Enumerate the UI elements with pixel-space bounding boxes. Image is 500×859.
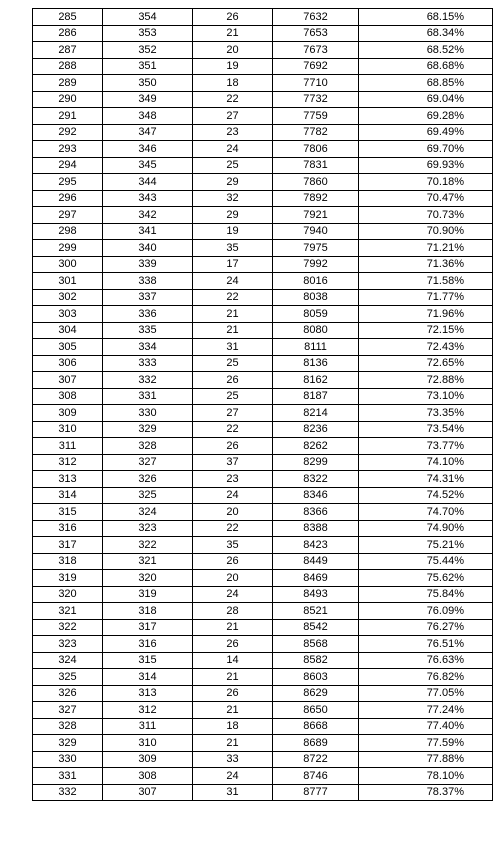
count-cell: 21 <box>193 702 273 719</box>
score-cell: 326 <box>103 471 193 488</box>
table-row <box>33 124 493 141</box>
score-cell: 327 <box>103 454 193 471</box>
cumulative-count-cell: 7673 <box>273 42 359 59</box>
rank-cell: 322 <box>33 619 103 636</box>
count-cell: 21 <box>193 735 273 752</box>
count-cell: 21 <box>193 306 273 323</box>
count-cell: 21 <box>193 669 273 686</box>
rank-cell: 312 <box>33 454 103 471</box>
table-row <box>33 619 493 636</box>
cumulative-percent-cell: 71.58% <box>359 273 493 290</box>
count-cell: 31 <box>193 339 273 356</box>
count-cell: 28 <box>193 603 273 620</box>
rank-cell: 296 <box>33 190 103 207</box>
score-cell: 323 <box>103 520 193 537</box>
rank-cell: 313 <box>33 471 103 488</box>
table-row <box>33 405 493 422</box>
cumulative-count-cell: 8366 <box>273 504 359 521</box>
score-cell: 347 <box>103 124 193 141</box>
cumulative-percent-cell: 68.52% <box>359 42 493 59</box>
count-cell: 20 <box>193 504 273 521</box>
count-cell: 20 <box>193 42 273 59</box>
count-cell: 18 <box>193 718 273 735</box>
rank-cell: 294 <box>33 157 103 174</box>
cumulative-count-cell: 8568 <box>273 636 359 653</box>
cumulative-count-cell: 7860 <box>273 174 359 191</box>
cumulative-percent-cell: 75.84% <box>359 586 493 603</box>
score-cell: 319 <box>103 586 193 603</box>
score-cell: 325 <box>103 487 193 504</box>
rank-cell: 328 <box>33 718 103 735</box>
count-cell: 24 <box>193 586 273 603</box>
table-row <box>33 256 493 273</box>
cumulative-percent-cell: 73.10% <box>359 388 493 405</box>
cumulative-percent-cell: 76.51% <box>359 636 493 653</box>
score-cell: 354 <box>103 9 193 26</box>
rank-cell: 311 <box>33 438 103 455</box>
table-row <box>33 735 493 752</box>
score-cell: 321 <box>103 553 193 570</box>
table-row <box>33 91 493 108</box>
cumulative-count-cell: 8689 <box>273 735 359 752</box>
cumulative-percent-cell: 69.49% <box>359 124 493 141</box>
table-row <box>33 289 493 306</box>
cumulative-count-cell: 8322 <box>273 471 359 488</box>
rank-cell: 315 <box>33 504 103 521</box>
score-cell: 344 <box>103 174 193 191</box>
rank-cell: 323 <box>33 636 103 653</box>
cumulative-percent-cell: 69.04% <box>359 91 493 108</box>
cumulative-percent-cell: 72.88% <box>359 372 493 389</box>
rank-cell: 299 <box>33 240 103 257</box>
count-cell: 26 <box>193 553 273 570</box>
score-cell: 342 <box>103 207 193 224</box>
count-cell: 25 <box>193 355 273 372</box>
table-row <box>33 174 493 191</box>
cumulative-percent-cell: 76.82% <box>359 669 493 686</box>
count-cell: 24 <box>193 273 273 290</box>
score-cell: 346 <box>103 141 193 158</box>
cumulative-count-cell: 8629 <box>273 685 359 702</box>
score-cell: 315 <box>103 652 193 669</box>
count-cell: 24 <box>193 487 273 504</box>
count-cell: 14 <box>193 652 273 669</box>
rank-cell: 289 <box>33 75 103 92</box>
cumulative-percent-cell: 71.36% <box>359 256 493 273</box>
rank-cell: 292 <box>33 124 103 141</box>
count-cell: 23 <box>193 124 273 141</box>
score-cell: 312 <box>103 702 193 719</box>
score-cell: 338 <box>103 273 193 290</box>
score-cell: 340 <box>103 240 193 257</box>
rank-cell: 303 <box>33 306 103 323</box>
count-cell: 32 <box>193 190 273 207</box>
table-row <box>33 718 493 735</box>
cumulative-count-cell: 8449 <box>273 553 359 570</box>
table-row <box>33 75 493 92</box>
cumulative-percent-cell: 73.35% <box>359 405 493 422</box>
table-row <box>33 240 493 257</box>
rank-cell: 285 <box>33 9 103 26</box>
cumulative-percent-cell: 72.43% <box>359 339 493 356</box>
score-cell: 335 <box>103 322 193 339</box>
table-row <box>33 58 493 75</box>
cumulative-percent-cell: 78.10% <box>359 768 493 785</box>
table-row <box>33 454 493 471</box>
cumulative-percent-cell: 73.77% <box>359 438 493 455</box>
score-cell: 343 <box>103 190 193 207</box>
table-row <box>33 685 493 702</box>
cumulative-percent-cell: 68.15% <box>359 9 493 26</box>
table-row <box>33 306 493 323</box>
count-cell: 25 <box>193 157 273 174</box>
table-row <box>33 553 493 570</box>
cumulative-percent-cell: 70.47% <box>359 190 493 207</box>
rank-cell: 306 <box>33 355 103 372</box>
count-cell: 19 <box>193 223 273 240</box>
rank-cell: 330 <box>33 751 103 768</box>
cumulative-count-cell: 8469 <box>273 570 359 587</box>
rank-cell: 327 <box>33 702 103 719</box>
table-row <box>33 586 493 603</box>
cumulative-percent-cell: 77.40% <box>359 718 493 735</box>
cumulative-count-cell: 8214 <box>273 405 359 422</box>
table-row <box>33 784 493 801</box>
cumulative-percent-cell: 76.09% <box>359 603 493 620</box>
cumulative-percent-cell: 70.90% <box>359 223 493 240</box>
table-row <box>33 339 493 356</box>
cumulative-count-cell: 8668 <box>273 718 359 735</box>
rank-cell: 293 <box>33 141 103 158</box>
cumulative-percent-cell: 69.70% <box>359 141 493 158</box>
cumulative-count-cell: 8722 <box>273 751 359 768</box>
count-cell: 22 <box>193 289 273 306</box>
table-row <box>33 652 493 669</box>
score-cell: 309 <box>103 751 193 768</box>
rank-cell: 317 <box>33 537 103 554</box>
table-row <box>33 108 493 125</box>
count-cell: 33 <box>193 751 273 768</box>
cumulative-count-cell: 8059 <box>273 306 359 323</box>
cumulative-count-cell: 7806 <box>273 141 359 158</box>
cumulative-percent-cell: 72.65% <box>359 355 493 372</box>
table-row <box>33 471 493 488</box>
cumulative-percent-cell: 77.05% <box>359 685 493 702</box>
cumulative-count-cell: 8162 <box>273 372 359 389</box>
table-row <box>33 751 493 768</box>
cumulative-percent-cell: 76.63% <box>359 652 493 669</box>
rank-cell: 314 <box>33 487 103 504</box>
cumulative-count-cell: 7892 <box>273 190 359 207</box>
cumulative-percent-cell: 68.34% <box>359 25 493 42</box>
rank-cell: 316 <box>33 520 103 537</box>
score-cell: 341 <box>103 223 193 240</box>
score-cell: 324 <box>103 504 193 521</box>
cumulative-count-cell: 8388 <box>273 520 359 537</box>
score-cell: 332 <box>103 372 193 389</box>
rank-cell: 307 <box>33 372 103 389</box>
count-cell: 24 <box>193 768 273 785</box>
count-cell: 22 <box>193 91 273 108</box>
score-cell: 339 <box>103 256 193 273</box>
cumulative-count-cell: 7921 <box>273 207 359 224</box>
table-row <box>33 322 493 339</box>
score-cell: 348 <box>103 108 193 125</box>
cumulative-count-cell: 8521 <box>273 603 359 620</box>
rank-cell: 301 <box>33 273 103 290</box>
cumulative-count-cell: 8650 <box>273 702 359 719</box>
cumulative-count-cell: 8777 <box>273 784 359 801</box>
count-cell: 26 <box>193 636 273 653</box>
rank-cell: 329 <box>33 735 103 752</box>
table-row <box>33 520 493 537</box>
count-cell: 29 <box>193 174 273 191</box>
cumulative-count-cell: 7940 <box>273 223 359 240</box>
score-table-sheet <box>32 8 493 801</box>
cumulative-count-cell: 8423 <box>273 537 359 554</box>
cumulative-percent-cell: 69.28% <box>359 108 493 125</box>
cumulative-percent-cell: 72.15% <box>359 322 493 339</box>
score-cell: 316 <box>103 636 193 653</box>
cumulative-percent-cell: 74.10% <box>359 454 493 471</box>
score-cell: 333 <box>103 355 193 372</box>
cumulative-count-cell: 7831 <box>273 157 359 174</box>
rank-cell: 326 <box>33 685 103 702</box>
cumulative-percent-cell: 74.70% <box>359 504 493 521</box>
score-cell: 349 <box>103 91 193 108</box>
score-cell: 308 <box>103 768 193 785</box>
score-cell: 329 <box>103 421 193 438</box>
rank-cell: 302 <box>33 289 103 306</box>
table-row <box>33 388 493 405</box>
score-cell: 330 <box>103 405 193 422</box>
rank-cell: 318 <box>33 553 103 570</box>
table-row <box>33 702 493 719</box>
table-row <box>33 25 493 42</box>
rank-cell: 286 <box>33 25 103 42</box>
score-cell: 320 <box>103 570 193 587</box>
rank-cell: 321 <box>33 603 103 620</box>
cumulative-percent-cell: 74.90% <box>359 520 493 537</box>
cumulative-percent-cell: 75.62% <box>359 570 493 587</box>
count-cell: 21 <box>193 322 273 339</box>
count-cell: 23 <box>193 471 273 488</box>
cumulative-count-cell: 7632 <box>273 9 359 26</box>
rank-cell: 297 <box>33 207 103 224</box>
cumulative-count-cell: 8746 <box>273 768 359 785</box>
cumulative-count-cell: 8236 <box>273 421 359 438</box>
score-cell: 311 <box>103 718 193 735</box>
cumulative-percent-cell: 71.77% <box>359 289 493 306</box>
cumulative-percent-cell: 77.24% <box>359 702 493 719</box>
table-row <box>33 190 493 207</box>
score-cell: 310 <box>103 735 193 752</box>
cumulative-count-cell: 8346 <box>273 487 359 504</box>
score-cell: 350 <box>103 75 193 92</box>
rank-cell: 319 <box>33 570 103 587</box>
cumulative-percent-cell: 68.68% <box>359 58 493 75</box>
count-cell: 19 <box>193 58 273 75</box>
count-cell: 25 <box>193 388 273 405</box>
cumulative-count-cell: 7782 <box>273 124 359 141</box>
count-cell: 20 <box>193 570 273 587</box>
rank-cell: 291 <box>33 108 103 125</box>
score-cell: 353 <box>103 25 193 42</box>
cumulative-percent-cell: 74.31% <box>359 471 493 488</box>
rank-cell: 309 <box>33 405 103 422</box>
rank-cell: 332 <box>33 784 103 801</box>
score-cell: 352 <box>103 42 193 59</box>
cumulative-percent-cell: 76.27% <box>359 619 493 636</box>
cumulative-count-cell: 8111 <box>273 339 359 356</box>
count-cell: 35 <box>193 240 273 257</box>
rank-cell: 324 <box>33 652 103 669</box>
score-cell: 331 <box>103 388 193 405</box>
count-cell: 27 <box>193 405 273 422</box>
score-cell: 337 <box>103 289 193 306</box>
count-cell: 37 <box>193 454 273 471</box>
table-row <box>33 768 493 785</box>
rank-cell: 325 <box>33 669 103 686</box>
cumulative-count-cell: 8582 <box>273 652 359 669</box>
rank-cell: 290 <box>33 91 103 108</box>
cumulative-percent-cell: 77.88% <box>359 751 493 768</box>
cumulative-count-cell: 7692 <box>273 58 359 75</box>
table-body <box>33 9 493 801</box>
count-cell: 22 <box>193 520 273 537</box>
score-cell: 351 <box>103 58 193 75</box>
rank-cell: 331 <box>33 768 103 785</box>
rank-cell: 304 <box>33 322 103 339</box>
score-cell: 336 <box>103 306 193 323</box>
cumulative-count-cell: 8136 <box>273 355 359 372</box>
table-row <box>33 372 493 389</box>
cumulative-percent-cell: 74.52% <box>359 487 493 504</box>
table-row <box>33 42 493 59</box>
cumulative-count-cell: 8262 <box>273 438 359 455</box>
cumulative-count-cell: 8187 <box>273 388 359 405</box>
table-row <box>33 157 493 174</box>
count-cell: 18 <box>193 75 273 92</box>
cumulative-percent-cell: 71.21% <box>359 240 493 257</box>
count-cell: 27 <box>193 108 273 125</box>
count-cell: 21 <box>193 619 273 636</box>
cumulative-percent-cell: 70.18% <box>359 174 493 191</box>
score-cell: 317 <box>103 619 193 636</box>
count-cell: 26 <box>193 685 273 702</box>
cumulative-count-cell: 7759 <box>273 108 359 125</box>
score-cell: 322 <box>103 537 193 554</box>
rank-cell: 300 <box>33 256 103 273</box>
count-cell: 35 <box>193 537 273 554</box>
cumulative-count-cell: 8038 <box>273 289 359 306</box>
table-row <box>33 355 493 372</box>
table-row <box>33 570 493 587</box>
score-cell: 313 <box>103 685 193 702</box>
score-cell: 334 <box>103 339 193 356</box>
table-row <box>33 603 493 620</box>
rank-cell: 298 <box>33 223 103 240</box>
table-row <box>33 669 493 686</box>
rank-cell: 288 <box>33 58 103 75</box>
cumulative-percent-cell: 75.44% <box>359 553 493 570</box>
rank-cell: 320 <box>33 586 103 603</box>
cumulative-percent-cell: 69.93% <box>359 157 493 174</box>
cumulative-count-cell: 8542 <box>273 619 359 636</box>
count-cell: 21 <box>193 25 273 42</box>
table-row <box>33 421 493 438</box>
cumulative-count-cell: 7710 <box>273 75 359 92</box>
rank-cell: 305 <box>33 339 103 356</box>
cumulative-percent-cell: 71.96% <box>359 306 493 323</box>
count-cell: 24 <box>193 141 273 158</box>
cumulative-count-cell: 8493 <box>273 586 359 603</box>
table-row <box>33 223 493 240</box>
table-row <box>33 273 493 290</box>
table-row <box>33 537 493 554</box>
cumulative-count-cell: 8603 <box>273 669 359 686</box>
cumulative-percent-cell: 68.85% <box>359 75 493 92</box>
count-cell: 26 <box>193 372 273 389</box>
cumulative-count-cell: 7732 <box>273 91 359 108</box>
cumulative-percent-cell: 77.59% <box>359 735 493 752</box>
count-cell: 22 <box>193 421 273 438</box>
cumulative-count-cell: 8299 <box>273 454 359 471</box>
rank-cell: 295 <box>33 174 103 191</box>
cumulative-percent-cell: 75.21% <box>359 537 493 554</box>
score-cell: 314 <box>103 669 193 686</box>
score-cell: 328 <box>103 438 193 455</box>
score-cell: 318 <box>103 603 193 620</box>
rank-cell: 308 <box>33 388 103 405</box>
cumulative-percent-cell: 78.37% <box>359 784 493 801</box>
count-cell: 31 <box>193 784 273 801</box>
rank-cell: 310 <box>33 421 103 438</box>
cumulative-count-cell: 7992 <box>273 256 359 273</box>
cumulative-count-cell: 7653 <box>273 25 359 42</box>
table-row <box>33 9 493 26</box>
table-row <box>33 504 493 521</box>
cumulative-count-cell: 8016 <box>273 273 359 290</box>
cumulative-percent-cell: 70.73% <box>359 207 493 224</box>
score-cell: 307 <box>103 784 193 801</box>
score-distribution-table <box>32 8 493 801</box>
table-row <box>33 487 493 504</box>
table-row <box>33 141 493 158</box>
table-row <box>33 438 493 455</box>
table-row <box>33 207 493 224</box>
cumulative-count-cell: 8080 <box>273 322 359 339</box>
table-row <box>33 636 493 653</box>
cumulative-count-cell: 7975 <box>273 240 359 257</box>
count-cell: 26 <box>193 438 273 455</box>
rank-cell: 287 <box>33 42 103 59</box>
count-cell: 29 <box>193 207 273 224</box>
score-cell: 345 <box>103 157 193 174</box>
cumulative-percent-cell: 73.54% <box>359 421 493 438</box>
count-cell: 26 <box>193 9 273 26</box>
count-cell: 17 <box>193 256 273 273</box>
